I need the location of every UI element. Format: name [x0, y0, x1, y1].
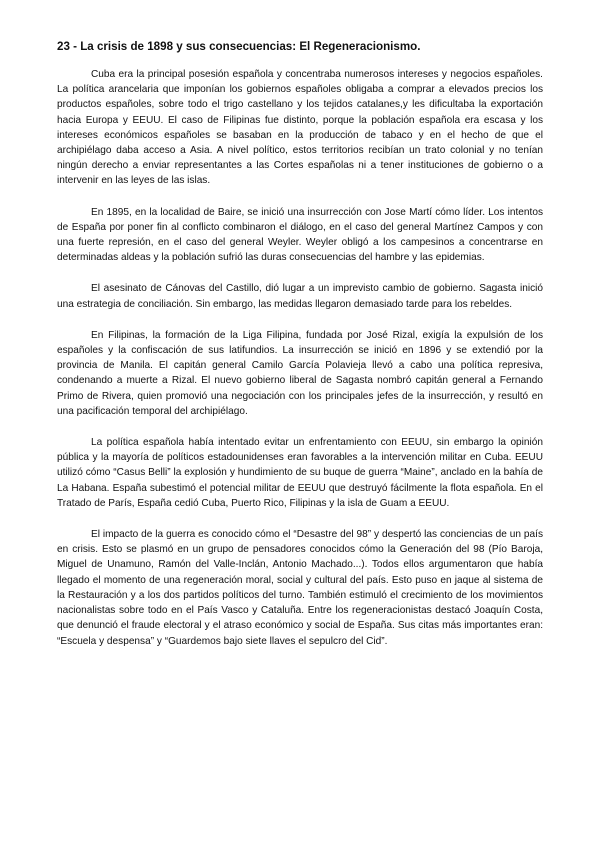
document-page [57, 40, 543, 665]
paragraph-eeuu-war: La política española había intentado evitar un enfrentamiento con EEUU, sin embargo la opinión pública y la mayoría de políticos estadounidenses eran favorables a la intervención militar en Cuba. EEUU utilizó cómo “Casus Belli” la explosión y hundimiento de su buque de guerra “Maine”, anclado en la bahía de La Habana. España subestimó el potencial militar de EEUU que destruyó fácilmente la flota española. En el Tratado de París, España cedió Cuba, Puerto Rico, Filipinas y la isla de Guam a EEUU. [57, 437, 543, 509]
paragraph-cuba: Cuba era la principal posesión española y concentraba numerosos intereses y negocios españoles. La política arancelaria que imponían los gobiernos españoles obligaba a comprar a elevados precios los productos españoles, sobre todo el trigo castellano y los tejidos catalanes,y les dificultaba la exportación hacia Europa y EEUU. El caso de Filipinas fue distinto, porque la población española era escasa y los intereses económicos españoles se basaban en la producción de tabaco y en el hecho de que el archipiélago daba acceso a Asia. A nivel político, estos territorios recibían un trato colonial y no tenían ningún derecho a enviar representantes a las Cortes españolas ni a tener instituciones de gobierno o a intervenir en las leyes de las islas. [57, 69, 543, 187]
paragraph-insurrection-1895: En 1895, en la localidad de Baire, se inició una insurrección con Jose Martí cómo líder. Los intentos de España por poner fin al conflicto combinaron el diálogo, en el caso del general Martínez Campos y con una fuerte represión, en el caso del general Weyler. Weyler obligó a los campesinos a concentrarse en determinadas aldeas y la población sufrió las duras consecuencias del hambre y las epidemias. [57, 206, 543, 264]
document-title: 23 - La crisis de 1898 y sus consecuencias: El Regeneracionismo. [57, 40, 421, 53]
paragraph-filipinas: En Filipinas, la formación de la Liga Filipina, fundada por José Rizal, exigía la expulsión de los españoles y la confiscación de sus latifundios. La insurrección se inició en 1896 y se extendió por la provincia de Manila. El capitán general Camilo García Polavieja llevó a cabo una política represiva, condenando a muerte a Rizal. El nuevo gobierno liberal de Sagasta nombró capitán general a Fernando Primo de Rivera, quien promovió una negociación con los principales jefes de la insurrección, y resultó en una pacificación temporal del archipiélago. [57, 329, 543, 417]
paragraph-canovas: El asesinato de Cánovas del Castillo, dió lugar a un imprevisto cambio de gobierno. Sagasta inició una estrategia de conciliación. Sin embargo, las medidas llegaron demasiado tarde para los rebeldes. [57, 283, 543, 310]
paragraph-desastre-98: El impacto de la guerra es conocido cómo el “Desastre del 98” y despertó las conciencias de un país en crisis. Esto se plasmó en un grupo de pensadores conocidos cómo la Generación del 98 (Pío Baroja, Miguel de Unamuno, Ramón del Valle-Inclán, Antonio Machado...). Todos ellos argumentaron que había llegado el momento de una regeneración moral, social y cultural del país. Esto puso en jaque al sistema de la Restauración y a los dos partidos políticos del turno. También estimuló el crecimiento de los movimientos nacionalistas sobre todo en el País Vasco y Cataluña. Entre los regeneracionistas destacó Joaquín Costa, que denunció el fraude electoral y el atraso económico y social de España. Sus citas más importantes eran: “Escuela y despensa” y “Guardemos bajo siete llaves el sepulcro del Cid”. [57, 529, 543, 647]
